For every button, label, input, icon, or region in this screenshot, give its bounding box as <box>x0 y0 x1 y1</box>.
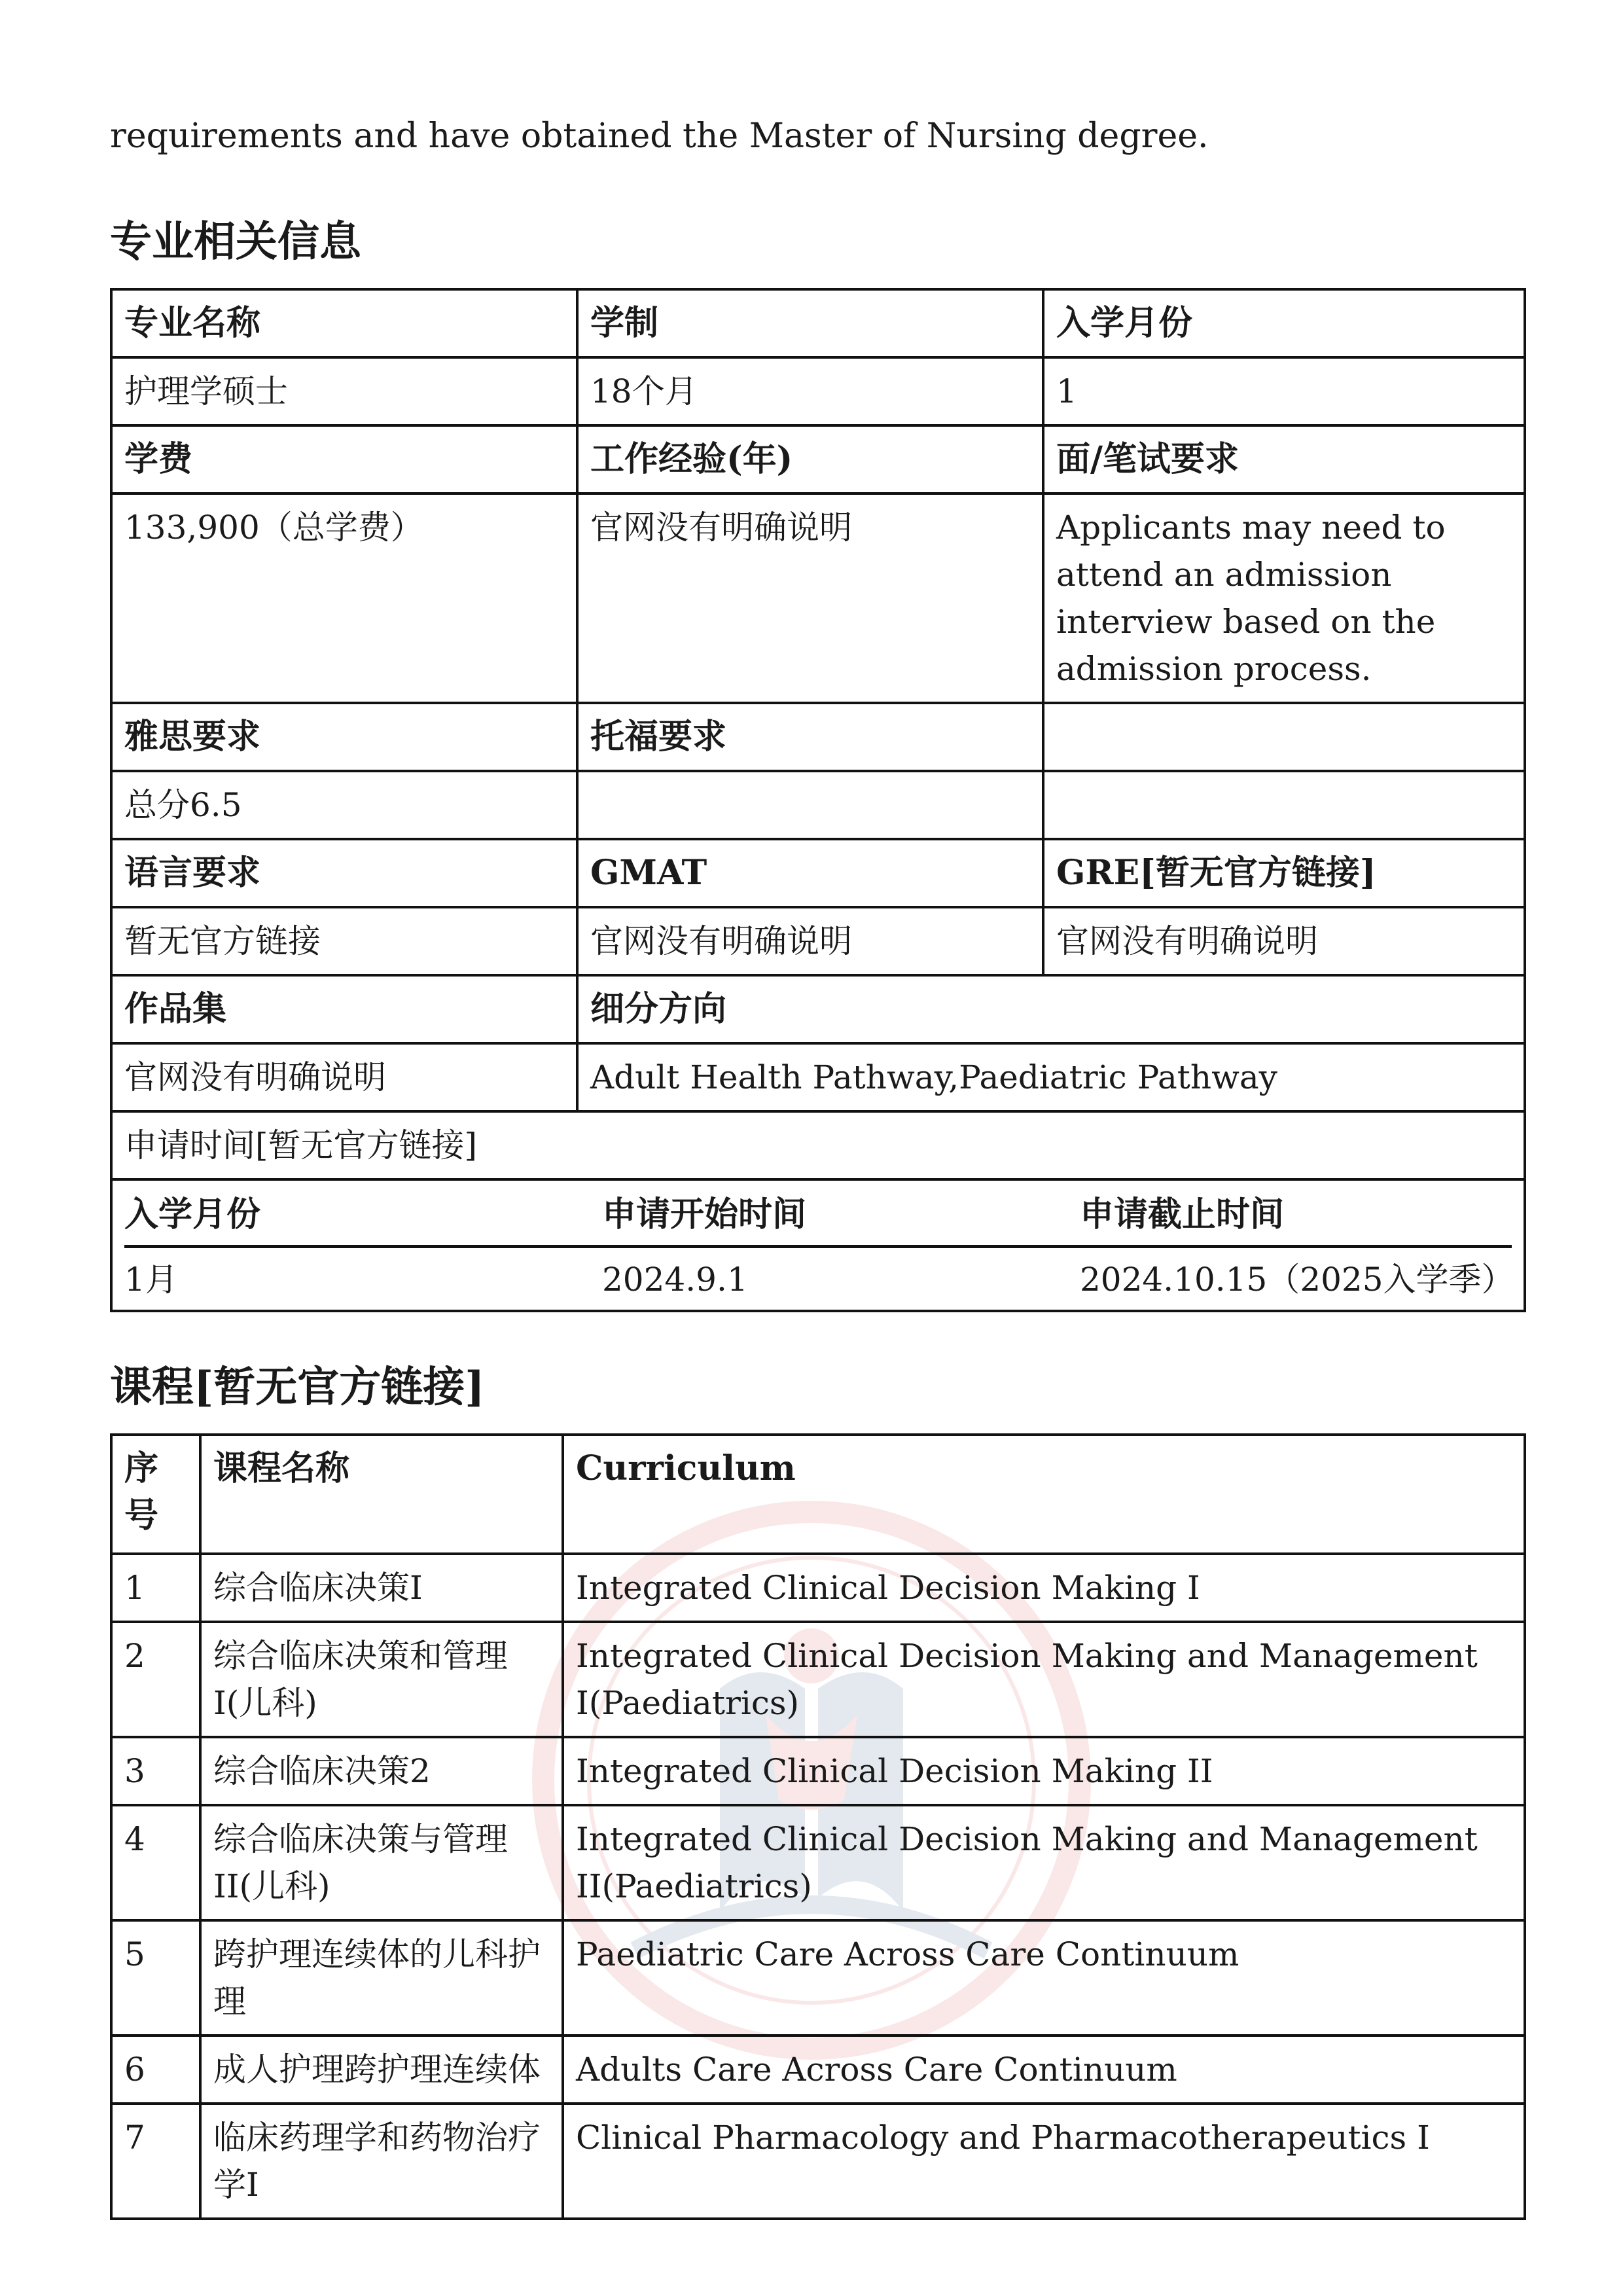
course-name-en: Integrated Clinical Decision Making and Management II(Paediatrics) <box>563 1805 1525 1920</box>
value-portfolio: 官网没有明确说明 <box>111 1043 577 1111</box>
program-info-heading: 专业相关信息 <box>110 217 361 266</box>
info-label-row <box>111 839 1525 907</box>
header-curriculum: Curriculum <box>563 1435 1525 1554</box>
info-value-row <box>111 357 1525 425</box>
curriculum-header-row <box>111 1435 1525 1554</box>
application-time-row <box>111 1111 1525 1179</box>
course-name-cn: 综合临床决策与管理II(儿科) <box>200 1805 563 1920</box>
info-value-row <box>111 771 1525 839</box>
course-name-en: Integrated Clinical Decision Making and Management I(Paediatrics) <box>563 1622 1525 1737</box>
schedule-header-intake: 入学月份 <box>124 1187 602 1248</box>
value-gmat: 官网没有明确说明 <box>577 907 1043 975</box>
value-specialization: Adult Health Pathway,Paediatric Pathway <box>577 1043 1525 1111</box>
schedule-header-open: 申请开始时间 <box>602 1187 1080 1248</box>
info-label-row <box>111 425 1525 493</box>
label-interview-requirement: 面/笔试要求 <box>1043 425 1525 493</box>
label-gmat: GMAT <box>577 839 1043 907</box>
info-label-row <box>111 703 1525 771</box>
schedule-value-deadline: 2024.10.15（2025入学季） <box>1080 1261 1514 1299</box>
course-number: 7 <box>111 2104 200 2219</box>
application-schedule <box>113 1181 1524 1310</box>
course-name-en: Adults Care Across Care Continuum <box>563 2036 1525 2104</box>
course-name-en: Clinical Pharmacology and Pharmacotherapeutics I <box>563 2104 1525 2219</box>
table-row <box>111 2036 1525 2104</box>
label-ielts: 雅思要求 <box>111 703 577 771</box>
label-specialization: 细分方向 <box>577 975 1525 1043</box>
course-number: 4 <box>111 1805 200 1920</box>
label-program-name: 专业名称 <box>111 289 577 357</box>
value-tuition: 133,900（总学费） <box>111 493 577 703</box>
course-number: 5 <box>111 1920 200 2036</box>
info-label-row <box>111 975 1525 1043</box>
label-tuition: 学费 <box>111 425 577 493</box>
info-label-row <box>111 289 1525 357</box>
label-duration: 学制 <box>577 289 1043 357</box>
course-number: 1 <box>111 1554 200 1622</box>
value-interview-requirement: Applicants may need to attend an admission interview based on the admission process. <box>1043 493 1525 703</box>
course-name-cn: 综合临床决策2 <box>200 1737 563 1805</box>
label-work-experience: 工作经验(年) <box>577 425 1043 493</box>
schedule-header-deadline: 申请截止时间 <box>1080 1187 1512 1248</box>
value-toefl <box>577 771 1043 839</box>
value-ielts: 总分6.5 <box>111 771 577 839</box>
label-toefl: 托福要求 <box>577 703 1043 771</box>
course-name-cn: 临床药理学和药物治疗学I <box>200 2104 563 2219</box>
value-gre: 官网没有明确说明 <box>1043 907 1525 975</box>
value-program-name: 护理学硕士 <box>111 357 577 425</box>
course-name-en: Integrated Clinical Decision Making I <box>563 1554 1525 1622</box>
course-number: 3 <box>111 1737 200 1805</box>
value-language: 暂无官方链接 <box>111 907 577 975</box>
course-name-en: Paediatric Care Across Care Continuum <box>563 1920 1525 2036</box>
label-intake-month: 入学月份 <box>1043 289 1525 357</box>
course-name-cn: 跨护理连续体的儿科护理 <box>200 1920 563 2036</box>
label-language: 语言要求 <box>111 839 577 907</box>
schedule-value-open: 2024.9.1 <box>602 1261 748 1299</box>
value-empty <box>1043 771 1525 839</box>
label-empty <box>1043 703 1525 771</box>
value-work-experience: 官网没有明确说明 <box>577 493 1043 703</box>
value-intake-month: 1 <box>1043 357 1525 425</box>
course-name-cn: 成人护理跨护理连续体 <box>200 2036 563 2104</box>
table-row <box>111 1737 1525 1805</box>
info-value-row <box>111 1043 1525 1111</box>
table-row <box>111 1920 1525 2036</box>
info-value-row <box>111 493 1525 703</box>
application-time-label: 申请时间[暂无官方链接] <box>111 1111 1525 1179</box>
course-name-cn: 综合临床决策I <box>200 1554 563 1622</box>
curriculum-table <box>110 1433 1526 2220</box>
application-schedule-row <box>111 1179 1525 1311</box>
header-seq: 序号 <box>111 1435 200 1554</box>
table-row <box>111 1805 1525 1920</box>
table-row <box>111 2104 1525 2219</box>
course-name-cn: 综合临床决策和管理I(儿科) <box>200 1622 563 1737</box>
label-gre: GRE[暂无官方链接] <box>1043 839 1525 907</box>
label-portfolio: 作品集 <box>111 975 577 1043</box>
program-info-table <box>110 288 1526 1312</box>
course-number: 6 <box>111 2036 200 2104</box>
schedule-value-intake: 1月 <box>124 1261 178 1299</box>
table-row <box>111 1622 1525 1737</box>
table-row <box>111 1554 1525 1622</box>
header-course-name: 课程名称 <box>200 1435 563 1554</box>
course-name-en: Integrated Clinical Decision Making II <box>563 1737 1525 1805</box>
value-duration: 18个月 <box>577 357 1043 425</box>
course-number: 2 <box>111 1622 200 1737</box>
curriculum-heading: 课程[暂无官方链接] <box>110 1363 485 1412</box>
info-value-row <box>111 907 1525 975</box>
intro-text: requirements and have obtained the Master of Nursing degree. <box>110 117 1209 156</box>
